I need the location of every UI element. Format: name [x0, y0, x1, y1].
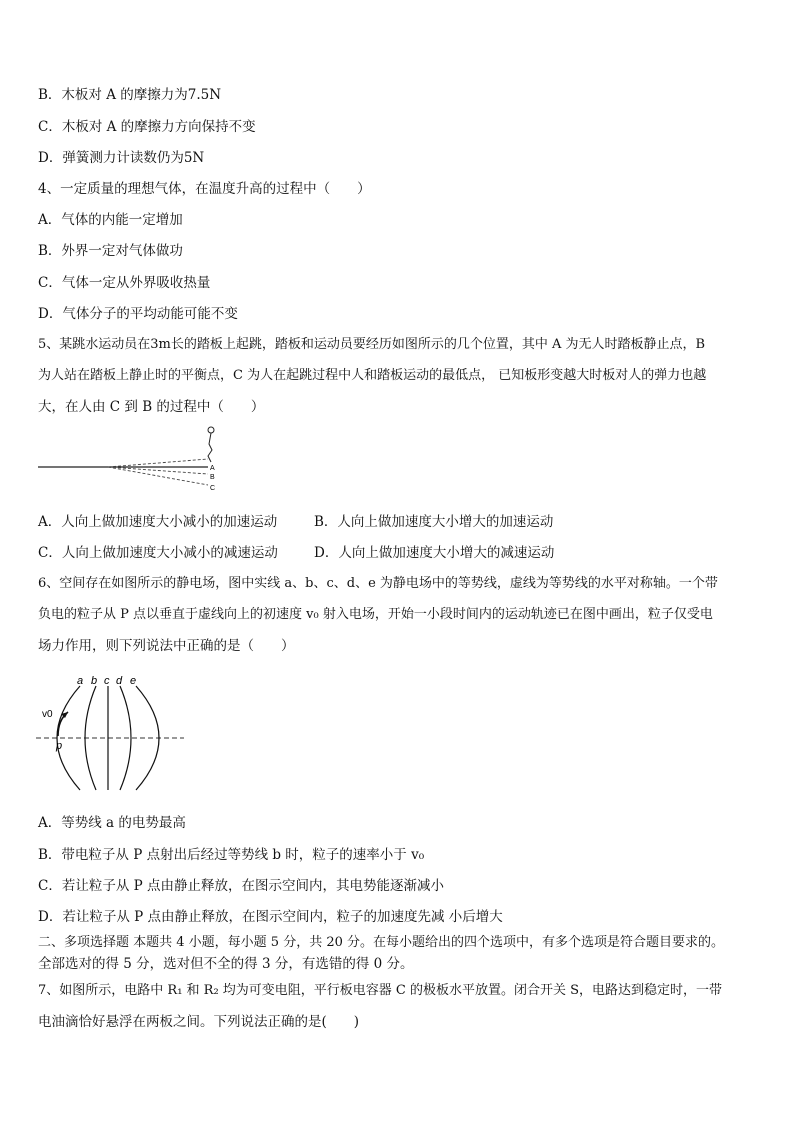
- label-a: a: [77, 675, 84, 687]
- q6-option-c: C．若让粒子从 P 点由静止释放，在图示空间内，其电势能逐渐减小: [38, 878, 444, 894]
- q5-stem-line1: 5、某跳水运动员在3m长的踏板上起跳，踏板和运动员要经历如图所示的几个位置，其中 A 为无人时踏板静止点，B: [38, 337, 706, 352]
- q3-option-d: D．弹簧测力计读数仍为5N: [38, 150, 205, 166]
- fig-label-b: B: [210, 474, 215, 481]
- q4-option-b: B．外界一定对气体做功: [38, 243, 183, 259]
- section2-header-line2: 全部选对的得 5 分，选对但不全的得 3 分，有选错的得 0 分。: [38, 956, 414, 972]
- fig-label-a: A: [210, 465, 215, 472]
- label-b: b: [91, 675, 98, 687]
- q4-option-c: C．气体一定从外界吸收热量: [38, 275, 211, 291]
- board-position-a: [108, 459, 208, 467]
- q6-stem-line3: 场力作用，则下列说法中正确的是（ ）: [38, 638, 295, 654]
- q5-option-d: D．人向上做加速度大小增大的减速运动: [314, 545, 555, 561]
- label-c: c: [104, 675, 110, 687]
- q4-option-a: A．气体的内能一定增加: [38, 212, 183, 228]
- fig-label-c: C: [210, 485, 216, 492]
- equipotential-e: [136, 686, 159, 790]
- electric-field-figure: [36, 672, 186, 802]
- label-v0: v0: [42, 709, 53, 720]
- q6-stem-line2: 负电的粒子从 P 点以垂直于虚线向上的初速度 v₀ 射入电场，开始一小段时间内的运动轨迹已在图中画出，粒子仅受电: [38, 607, 713, 622]
- q5-option-a: A．人向上做加速度大小减小的加速运动: [38, 514, 278, 530]
- q6-option-b: B．带电粒子从 P 点射出后经过等势线 b 时，粒子的速率小于 v₀: [38, 847, 425, 863]
- section2-header-line1: 二、多项选择题 本题共 4 小题，每小题 5 分，共 20 分。在每小题给出的四个选项中，有多个选项是符合题目要求的。: [38, 935, 725, 950]
- q6-stem-line1: 6、空间存在如图所示的静电场，图中实线 a、b、c、d、e 为静电场中的等势线，虚线为等势线的水平对称轴。一个带: [38, 576, 718, 591]
- q5-option-c: C．人向上做加速度大小减小的减速运动: [38, 545, 278, 561]
- label-p: p: [56, 740, 63, 752]
- q4-option-d: D．气体分子的平均动能可能不变: [38, 306, 238, 322]
- q5-stem-line2: 为人站在踏板上静止时的平衡点，C 为人在起跳过程中人和踏板运动的最低点， 已知板形变越大时板对人的弹力也越: [38, 368, 707, 383]
- board-position-c: [108, 467, 208, 485]
- springboard-figure: [36, 422, 226, 496]
- q3-option-b: B．木板对 A 的摩擦力为7.5N: [38, 87, 222, 103]
- label-d: d: [116, 675, 123, 687]
- label-e: e: [130, 675, 137, 687]
- diver-icon: [208, 427, 214, 462]
- q7-stem-line1: 7、如图所示，电路中 R₁ 和 R₂ 均为可变电阻，平行板电容器 C 的极板水平放置。闭合开关 S，电路达到稳定时，一带: [38, 983, 723, 998]
- q5-option-b: B．人向上做加速度大小增大的加速运动: [314, 514, 554, 530]
- q7-stem-line2: 电油滴恰好悬浮在两板之间。下列说法正确的是( ): [38, 1014, 360, 1030]
- q6-option-a: A．等势线 a 的电势最高: [38, 815, 186, 831]
- board-position-b: [108, 467, 208, 474]
- q3-option-c: C．木板对 A 的摩擦力方向保持不变: [38, 119, 256, 135]
- q6-option-d: D．若让粒子从 P 点由静止释放，在图示空间内，粒子的加速度先减 小后增大: [38, 909, 503, 925]
- q5-stem-line3: 大，在人由 C 到 B 的过程中（ ）: [38, 399, 265, 415]
- q4-stem: 4、一定质量的理想气体，在温度升高的过程中（ ）: [38, 181, 371, 197]
